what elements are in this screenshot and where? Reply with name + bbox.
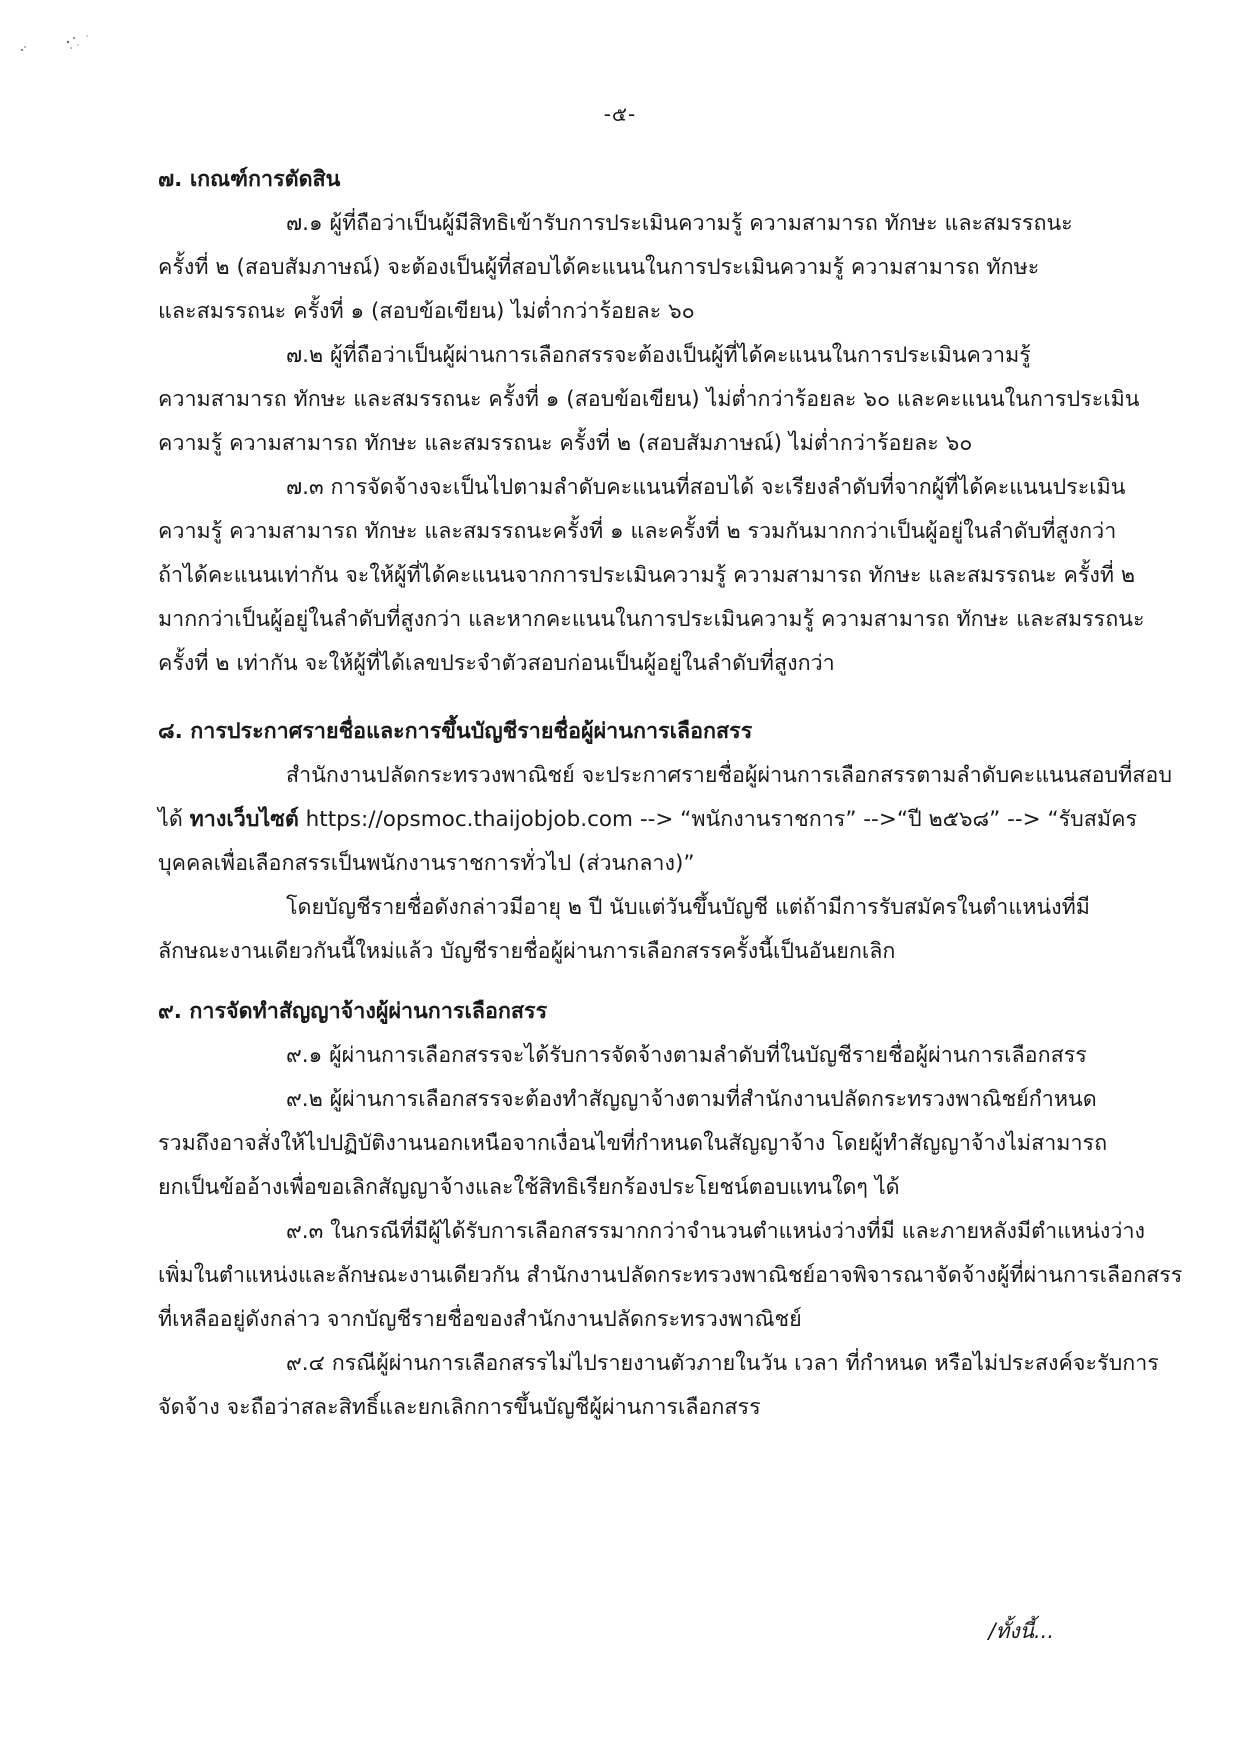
paragraph-line: ๙.๒ ผู้ผ่านการเลือกสรรจะต้องทำสัญญาจ้างตามที่สำนักงานปลัดกระทรวงพาณิชย์กำหนด (286, 1087, 1097, 1112)
paragraph-line: ถ้าได้คะแนนเท่ากัน จะให้ผู้ที่ได้คะแนนจากการประเมินความรู้ ความสามารถ ทักษะ และสมรรถนะ ครั้งที่ ๒ (158, 563, 1136, 588)
paragraph-line: โดยบัญชีรายชื่อดังกล่าวมีอายุ ๒ ปี นับแต่วันขึ้นบัญชี แต่ถ้ามีการรับสมัครในตำแหน่งที่มี (286, 895, 1090, 920)
paragraph-line: และสมรรถนะ ครั้งที่ ๑ (สอบข้อเขียน) ไม่ต่ำกว่าร้อยละ ๖๐ (158, 299, 695, 324)
section-9 (158, 990, 1183, 1430)
paragraph-line: ครั้งที่ ๒ (สอบสัมภาษณ์) จะต้องเป็นผู้ที่สอบได้คะแนนในการประเมินความรู้ ความสามารถ ทักษะ (158, 255, 1040, 280)
paragraph-line: ๙.๓ ในกรณีที่มีผู้ได้รับการเลือกสรรมากกว่าจำนวนตำแหน่งว่างที่มี และภายหลังมีตำแหน่งว่าง (286, 1219, 1146, 1244)
section-heading: ๗. เกณฑ์การตัดสิน (158, 167, 341, 192)
paragraph-line: ที่เหลืออยู่ดังกล่าว จากบัญชีรายชื่อของสำนักงานปลัดกระทรวงพาณิชย์ (158, 1307, 802, 1332)
paragraph-line-website (158, 798, 1138, 842)
section-7 (158, 158, 1145, 686)
scan-speck-marks (16, 28, 96, 58)
paragraph-line: ครั้งที่ ๒ เท่ากัน จะให้ผู้ที่ได้เลขประจำตัวสอบก่อนเป็นผู้อยู่ในลำดับที่สูงกว่า (158, 651, 835, 676)
section-8 (158, 710, 1172, 974)
paragraph-line: ความรู้ ความสามารถ ทักษะ และสมรรถนะครั้งที่ ๑ และครั้งที่ ๒ รวมกันมากกว่าเป็นผู้อยู่ในลำดับที่สูงกว่า (158, 519, 1117, 544)
paragraph-line: ยกเป็นข้ออ้างเพื่อขอเลิกสัญญาจ้างและใช้สิทธิเรียกร้องประโยชน์ตอบแทนใดๆ ได้ (158, 1175, 900, 1200)
paragraph-line: รวมถึงอาจสั่งให้ไปปฏิบัติงานนอกเหนือจากเงื่อนไขที่กำหนดในสัญญาจ้าง โดยผู้ทำสัญญาจ้างไม่สามารถ (158, 1131, 1108, 1156)
website-label: ทางเว็บไซต์ (189, 807, 299, 832)
paragraph-line: ๙.๔ กรณีผู้ผ่านการเลือกสรรไม่ไปรายงานตัวภายในวัน เวลา ที่กำหนด หรือไม่ประสงค์จะรับการ (286, 1351, 1159, 1376)
text-prefix: ได้ (158, 807, 183, 832)
paragraph-line: บุคคลเพื่อเลือกสรรเป็นพนักงานราชการทั่วไป (ส่วนกลาง)” (158, 851, 695, 876)
paragraph-line: เพิ่มในตำแหน่งและลักษณะงานเดียวกัน สำนักงานปลัดกระทรวงพาณิชย์อาจพิจารณาจัดจ้างผู้ที่ผ่านการเลือกสรร (158, 1263, 1183, 1288)
paragraph-line: ความรู้ ความสามารถ ทักษะ และสมรรถนะ ครั้งที่ ๒ (สอบสัมภาษณ์) ไม่ต่ำกว่าร้อยละ ๖๐ (158, 431, 973, 456)
document-body (158, 158, 1183, 1430)
paragraph-line: สำนักงานปลัดกระทรวงพาณิชย์ จะประกาศรายชื่อผู้ผ่านการเลือกสรรตามลำดับคะแนนสอบที่สอบ (286, 763, 1172, 788)
page-number: -๕- (603, 102, 637, 126)
section-heading: ๘. การประกาศรายชื่อและการขึ้นบัญชีรายชื่อผู้ผ่านการเลือกสรร (158, 719, 753, 744)
section-heading: ๙. การจัดทำสัญญาจ้างผู้ผ่านการเลือกสรร (158, 999, 548, 1024)
website-path-text: https://opsmoc.thaijobjob.com --> “พนักงานราชการ” -->“ปี ๒๕๖๘” --> “รับสมัคร (305, 807, 1138, 832)
paragraph-line: มากกว่าเป็นผู้อยู่ในลำดับที่สูงกว่า และหากคะแนนในการประเมินความรู้ ความสามารถ ทักษะ และสมรรถนะ (158, 607, 1145, 632)
paragraph-line: จัดจ้าง จะถือว่าสละสิทธิ์และยกเลิกการขึ้นบัญชีผู้ผ่านการเลือกสรร (158, 1395, 761, 1420)
paragraph-line: ๗.๒ ผู้ที่ถือว่าเป็นผู้ผ่านการเลือกสรรจะต้องเป็นผู้ที่ได้คะแนนในการประเมินความรู้ (286, 343, 1031, 368)
paragraph-line: ๗.๓ การจัดจ้างจะเป็นไปตามลำดับคะแนนที่สอบได้ จะเรียงลำดับที่จากผู้ที่ได้คะแนนประเมิน (286, 475, 1126, 500)
paragraph-line: ลักษณะงานเดียวกันนี้ใหม่แล้ว บัญชีรายชื่อผู้ผ่านการเลือกสรรครั้งนี้เป็นอันยกเลิก (158, 939, 896, 964)
paragraph-line: ๙.๑ ผู้ผ่านการเลือกสรรจะได้รับการจัดจ้างตามลำดับที่ในบัญชีรายชื่อผู้ผ่านการเลือกสรร (286, 1043, 1087, 1068)
paragraph-line: ๗.๑ ผู้ที่ถือว่าเป็นผู้มีสิทธิเข้ารับการประเมินความรู้ ความสามารถ ทักษะ และสมรรถนะ (286, 211, 1073, 236)
continuation-marker: /ทั้งนี้... (988, 1619, 1054, 1643)
paragraph-line: ความสามารถ ทักษะ และสมรรถนะ ครั้งที่ ๑ (สอบข้อเขียน) ไม่ต่ำกว่าร้อยละ ๖๐ และคะแนนในการประเมิน (158, 387, 1140, 412)
